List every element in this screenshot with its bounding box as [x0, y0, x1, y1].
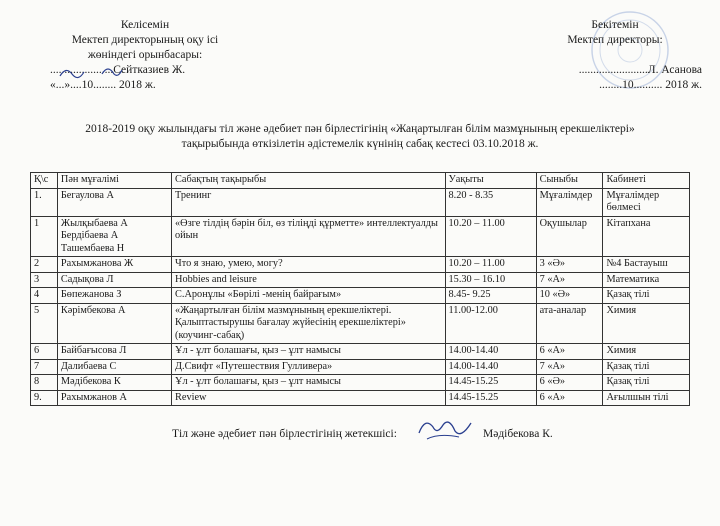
cell-teacher: Садықова Л: [57, 272, 171, 288]
approval-label: Келісемін: [120, 19, 170, 31]
cell-time: 14.00-14.40: [445, 359, 536, 375]
handwritten-date-marks: [58, 62, 138, 82]
cell-topic: Hobbies and leisure: [172, 272, 446, 288]
table-row: [31, 288, 690, 304]
cell-topic: Ұл - ұлт болашағы, қыз – ұлт намысы: [172, 344, 446, 360]
cell-time: 10.20 – 11.00: [445, 257, 536, 273]
cell-time: 14.00-14.40: [445, 344, 536, 360]
table-row: [31, 344, 690, 360]
table-row: [31, 188, 690, 216]
cell-teacher: Бөпежанова З: [57, 288, 171, 304]
cell-class: 6 «А»: [536, 344, 603, 360]
cell-time: 14.45-15.25: [445, 375, 536, 391]
cell-teacher: Рахымжанов А: [57, 390, 171, 406]
cell-room: Қазақ тілі: [603, 359, 690, 375]
cell-teacher: Мәдібекова К: [57, 375, 171, 391]
cell-class: 7 «А»: [536, 272, 603, 288]
cell-time: 14.45-15.25: [445, 390, 536, 406]
cell-number: 4: [31, 288, 58, 304]
cell-room: Мұғалімдер бөлмесі: [603, 188, 690, 216]
cell-class: 6 «Ә»: [536, 375, 603, 391]
cell-teacher: Бегаулова А: [57, 188, 171, 216]
col-header-teacher: Пән мұғалімі: [57, 173, 171, 189]
approval-role-right: Мектеп директоры:: [567, 34, 663, 46]
cell-number: 8: [31, 375, 58, 391]
cell-room: Химия: [603, 344, 690, 360]
cell-class: Оқушылар: [536, 216, 603, 257]
col-header-number: Қ\с: [31, 173, 58, 189]
table-row: [31, 303, 690, 344]
handwritten-signature: [415, 413, 475, 445]
schedule-table: [30, 172, 690, 406]
cell-teacher: Кәрімбекова А: [57, 303, 171, 344]
cell-topic: Д.Свифт «Путешествия Гулливера»: [172, 359, 446, 375]
cell-room: Ағылшын тілі: [603, 390, 690, 406]
approval-role-line2: жөніндегі орынбасары:: [87, 49, 203, 61]
approval-label-right: Бекітемін: [591, 19, 639, 31]
cell-number: 1: [31, 216, 58, 257]
col-header-class: Сыныбы: [536, 173, 603, 189]
cell-number: 3: [31, 272, 58, 288]
table-row: [31, 257, 690, 273]
cell-topic: Review: [172, 390, 446, 406]
table-row: [31, 359, 690, 375]
cell-teacher: Байбағысова Л: [57, 344, 171, 360]
cell-room: Кітапхана: [603, 216, 690, 257]
cell-time: 11.00-12.00: [445, 303, 536, 344]
cell-class: 6 «А»: [536, 390, 603, 406]
approval-date-right: ........10.......... 2018 ж.: [599, 79, 702, 91]
approval-block-right: [520, 18, 710, 93]
cell-time: 10.20 – 11.00: [445, 216, 536, 257]
cell-time: 8.45- 9.25: [445, 288, 536, 304]
cell-teacher: Далибаева С: [57, 359, 171, 375]
col-header-topic: Сабақтың тақырыбы: [172, 173, 446, 189]
cell-number: 5: [31, 303, 58, 344]
table-header-row: [31, 173, 690, 189]
cell-class: 3 «Ә»: [536, 257, 603, 273]
footer-label: Тіл және әдебиет пән бірлестігінің жетекшісі:: [172, 428, 397, 440]
title-line1: 2018-2019 оқу жылындағы тіл және әдебиет пән бірлестігінің «Жаңартылған білім мазмұнының ерекшеліктері»: [85, 123, 635, 135]
cell-number: 7: [31, 359, 58, 375]
cell-room: Химия: [603, 303, 690, 344]
footer-name: Мәдібекова К.: [483, 428, 553, 440]
col-header-room: Кабинеті: [603, 173, 690, 189]
title-line2: тақырыбында өткізілетін әдістемелік күнінің сабақ кестесі 03.10.2018 ж.: [181, 138, 539, 150]
cell-topic: «Жаңартылған білім мазмұнының ерекшеліктері. Қалыптастырушы бағалау жүйесінің ерекшеліктері» (коучинг-сабақ): [172, 303, 446, 344]
approval-role-line1: Мектеп директорының оқу ісі: [71, 34, 219, 46]
cell-topic: Ұл - ұлт болашағы, қыз – ұлт намысы: [172, 375, 446, 391]
cell-class: 10 «Ә»: [536, 288, 603, 304]
cell-class: 7 «А»: [536, 359, 603, 375]
cell-room: №4 Бастауыш: [603, 257, 690, 273]
approval-signature-line-right: ........................Л. Асанова: [578, 64, 702, 76]
cell-number: 9.: [31, 390, 58, 406]
approval-signature-line: ......................Сейтказиев Ж.: [50, 64, 186, 76]
col-header-time: Уақыты: [445, 173, 536, 189]
cell-time: 15.30 – 16.10: [445, 272, 536, 288]
cell-teacher: Рахымжанова Ж: [57, 257, 171, 273]
table-row: [31, 216, 690, 257]
cell-topic: «Өзге тілдің бәрін біл, өз тіліңді құрметте» интеллектуалды ойын: [172, 216, 446, 257]
cell-class: Мұғалімдер: [536, 188, 603, 216]
table-row: [31, 390, 690, 406]
cell-topic: Тренинг: [172, 188, 446, 216]
cell-topic: С.Аронұлы «Бөрілі -менің байрағым»: [172, 288, 446, 304]
cell-room: Қазақ тілі: [603, 375, 690, 391]
cell-room: Қазақ тілі: [603, 288, 690, 304]
cell-number: 1.: [31, 188, 58, 216]
document-title: [20, 122, 700, 152]
cell-number: 2: [31, 257, 58, 273]
table-row: [31, 272, 690, 288]
cell-topic: Что я знаю, умею, могу?: [172, 257, 446, 273]
table-row: [31, 375, 690, 391]
cell-room: Математика: [603, 272, 690, 288]
cell-teacher: Жылқыбаева А Бердібаева А Ташембаева Н: [57, 216, 171, 257]
approval-date: «...»....10........ 2018 ж.: [50, 79, 156, 91]
cell-time: 8.20 - 8.35: [445, 188, 536, 216]
cell-number: 6: [31, 344, 58, 360]
cell-class: ата-аналар: [536, 303, 603, 344]
